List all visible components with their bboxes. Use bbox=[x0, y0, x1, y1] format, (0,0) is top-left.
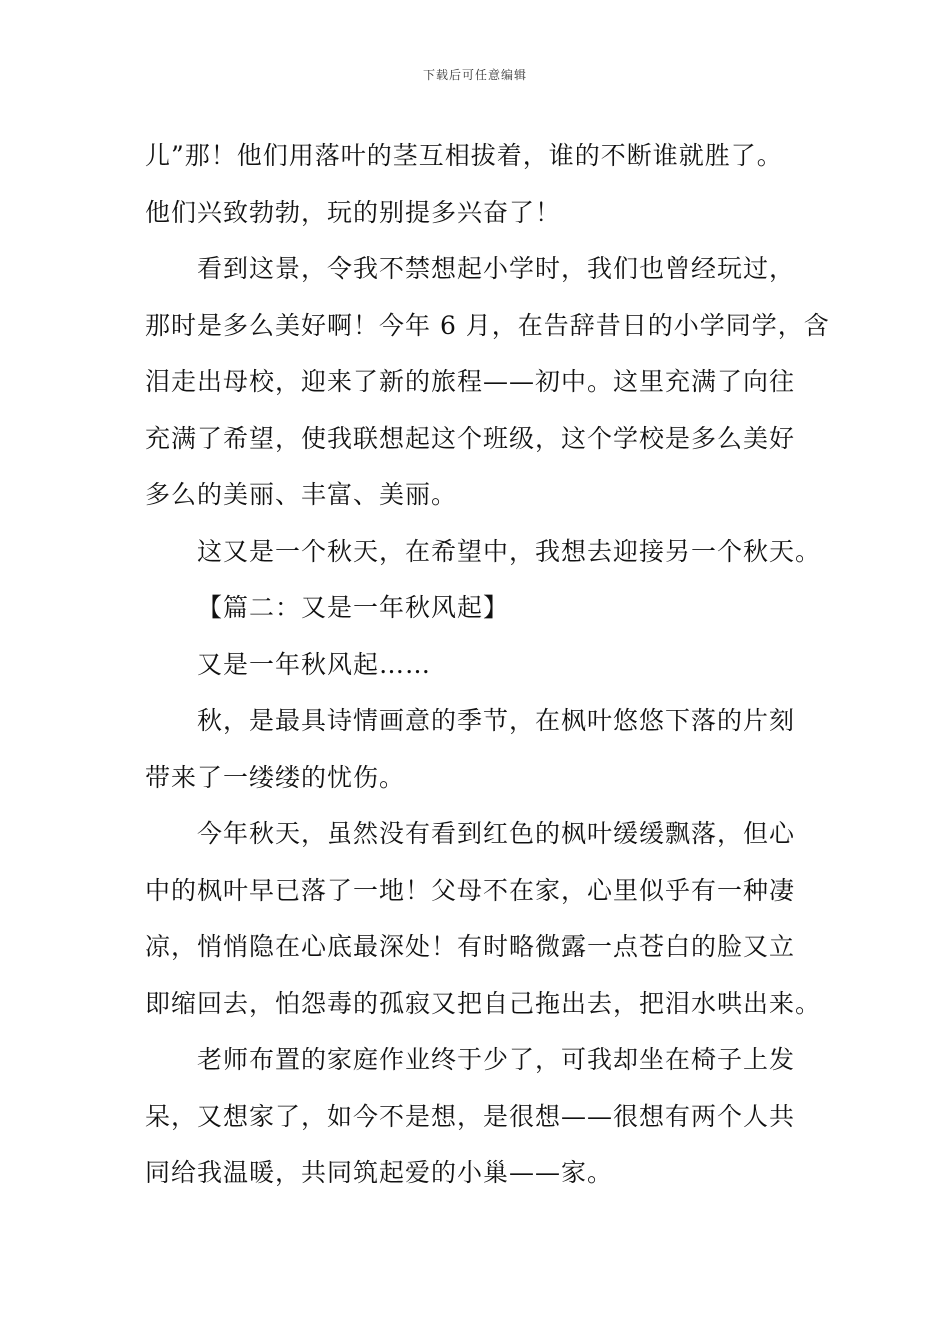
text-line: 充满了希望，使我联想起这个班级，这个学校是多么美好 bbox=[145, 423, 796, 453]
text-line: 那时是多么美好啊！今年 6 月，在告辞昔日的小学同学，含 bbox=[145, 310, 830, 340]
paragraph-start-line: 今年秋天，虽然没有看到红色的枫叶缓缓飘落，但心 bbox=[197, 819, 796, 848]
text-line: 他们兴致勃勃，玩的别提多兴奋了！ bbox=[145, 197, 562, 227]
text-line: 带来了一缕缕的忧伤。 bbox=[145, 762, 406, 792]
paragraph-start-line: 又是一年秋风起…… bbox=[197, 649, 432, 679]
paragraph-start-line: 看到这景，令我不禁想起小学时，我们也曾经玩过， bbox=[197, 254, 796, 283]
paragraph-start-line: 老师布置的家庭作业终于少了，可我却坐在椅子上发 bbox=[197, 1045, 796, 1074]
page-header: 下载后可任意编辑 bbox=[422, 68, 527, 82]
text-line: 儿”那！他们用落叶的茎互相拔着，谁的不断谁就胜了。 bbox=[145, 141, 783, 170]
text-line: 同给我温暖，共同筑起爱的小巢——家。 bbox=[145, 1158, 614, 1187]
paragraph-start-line: 秋，是最具诗情画意的季节，在枫叶悠悠下落的片刻 bbox=[197, 706, 796, 735]
section-heading: 【篇二：又是一年秋风起】 bbox=[197, 593, 510, 622]
text-line: 中的枫叶早已落了一地！父母不在家，心里似乎有一种凄 bbox=[145, 875, 796, 905]
text-line: 即缩回去，怕怨毒的孤寂又把自己拖出去，把泪水哄出来。 bbox=[145, 988, 822, 1018]
paragraph-start-line: 这又是一个秋天，在希望中，我想去迎接另一个秋天。 bbox=[197, 536, 822, 566]
text-line: 凉，悄悄隐在心底最深处！有时略微露一点苍白的脸又立 bbox=[145, 932, 796, 961]
document-body bbox=[145, 128, 830, 1202]
text-line: 泪走出母校，迎来了新的旅程——初中。这里充满了向往 bbox=[145, 367, 796, 396]
text-line: 呆，又想家了，如今不是想，是很想——很想有两个人共 bbox=[145, 1101, 796, 1131]
text-line: 多么的美丽、丰富、美丽。 bbox=[145, 480, 458, 509]
